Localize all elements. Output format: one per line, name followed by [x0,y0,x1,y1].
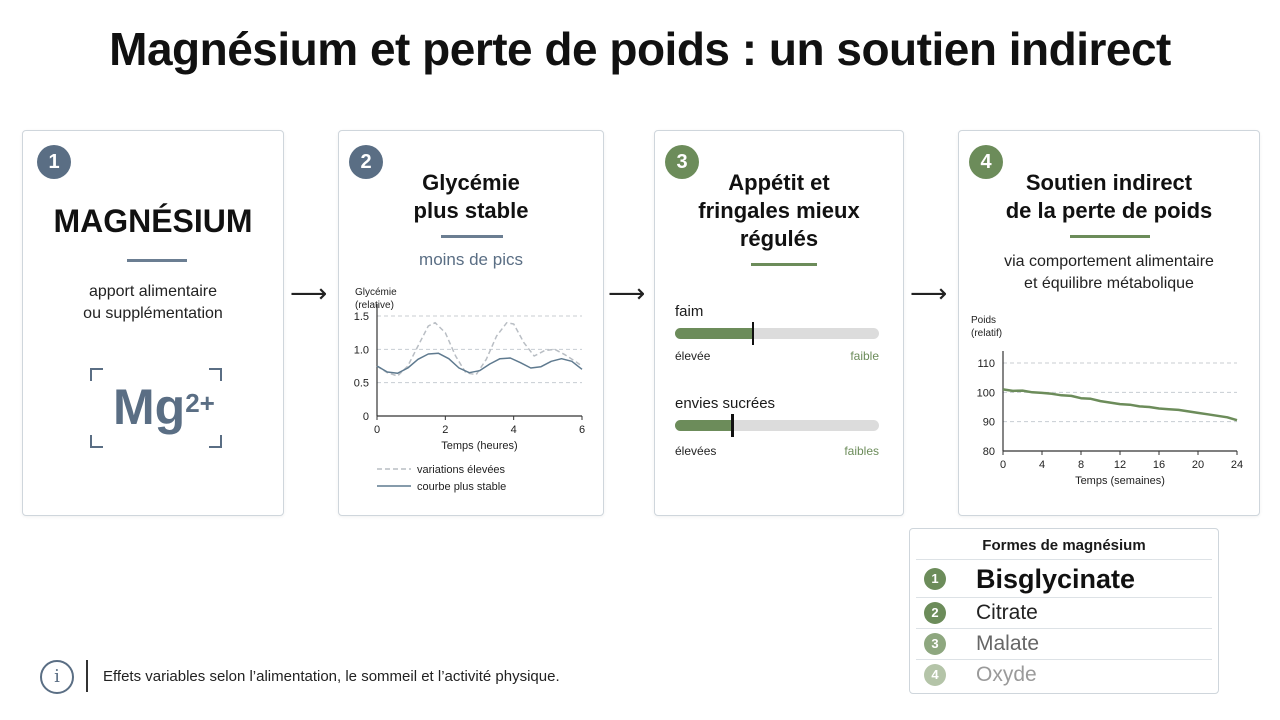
step-number-badge: 1 [37,145,71,179]
step-title-line: de la perte de poids [1005,198,1213,223]
form-item [916,559,1212,598]
sugar-cravings-low-label: élevées [675,444,717,458]
step-subtitle: moins de pics [419,250,523,269]
glycemia-chart [339,281,601,513]
y-axis-label: (relative) [355,300,394,311]
info-icon: i [40,660,74,694]
title-divider [127,259,187,262]
form-name: Malate [976,632,1040,655]
x-tick-label: 0 [999,459,1007,471]
mg-symbol [113,377,215,437]
form-number-badge: 3 [924,633,946,655]
step-card-glycemia [338,130,604,516]
flow-arrow: ⟶ [608,278,646,308]
form-number-badge: 4 [924,664,946,686]
y-axis-label: (relatif) [971,328,1003,339]
form-number-badge: 1 [924,568,946,590]
sugar-cravings-label: envies sucrées [675,395,776,412]
y-tick-label: 110 [977,358,995,370]
hunger-label: faim [675,303,704,320]
step-title-line: plus stable [413,198,529,223]
step-title-line: fringales mieux [698,198,860,223]
hunger-low-label: élevée [675,349,711,363]
step-title-line: Appétit et [728,170,830,195]
step-title-line: Glycémie [422,170,520,195]
page-title: Magnésium et perte de poids : un soutien indirect [109,23,1171,75]
magnesium-forms-panel [909,528,1219,694]
y-tick-label: 0.5 [353,377,369,390]
step-number-badge: 4 [969,145,1003,179]
form-item [916,628,1212,660]
form-name: Citrate [976,601,1038,624]
y-axis-label: Poids [971,315,997,326]
step-card-magnesium [22,130,284,516]
step-number-badge: 2 [349,145,383,179]
forms-title: Formes de magnésium [982,537,1146,554]
step-title-line: Soutien indirect [1025,170,1193,195]
flow-arrow: ⟶ [910,278,948,308]
y-tick-label: 0 [362,411,369,423]
x-tick-label: 16 [1152,459,1166,471]
x-tick-label: 4 [1038,459,1046,471]
y-tick-label: 1.0 [353,344,369,357]
y-tick-label: 100 [976,387,995,400]
x-tick-label: 6 [578,424,586,436]
footer-note: Effets variables selon l’alimentation, le sommeil et l’activité physique. [103,668,560,685]
y-tick-label: 90 [982,416,995,429]
x-tick-label: 4 [510,424,517,436]
mg-charge: 2+ [185,388,215,418]
weight-chart [959,309,1257,503]
step-subtitle-line: et équilibre métabolique [1024,275,1194,292]
form-number-badge: 2 [924,602,946,624]
step-number-badge: 3 [665,145,699,179]
title-divider [441,235,503,238]
y-tick-label: 80 [982,446,995,458]
x-tick-label: 12 [1113,459,1127,471]
x-axis-label: Temps (heures) [441,440,518,452]
hunger-high-label: faible [850,349,879,363]
series-line [377,353,582,373]
footer-divider [86,660,88,692]
step-title-line: régulés [739,226,819,251]
sugar-cravings-bar-marker [731,414,734,437]
title-divider [1070,235,1150,238]
sugar-cravings-bar-fill [675,420,732,431]
legend-label: variations élevées [417,464,506,476]
step-subtitle-line: ou supplémentation [83,305,223,322]
y-tick-label: 1.5 [353,311,369,323]
step-card-weight [958,130,1260,516]
legend-label: courbe plus stable [417,481,507,493]
hunger-bar-fill [675,328,753,339]
x-tick-label: 2 [442,424,449,436]
sugar-cravings-bar [675,420,879,431]
series-line [1003,389,1237,420]
flow-arrow: ⟶ [290,278,328,308]
x-tick-label: 8 [1077,459,1085,471]
x-tick-label: 20 [1191,459,1205,471]
x-tick-label: 24 [1230,459,1244,471]
form-item [916,659,1212,691]
sugar-cravings-high-label: faibles [844,444,879,458]
x-tick-label: 0 [373,424,381,436]
form-name: Bisglycinate [976,564,1136,594]
title-divider [751,263,817,266]
mg-symbol-text: Mg [113,379,186,435]
x-axis-label: Temps (semaines) [1075,475,1165,487]
step-title: MAGNÉSIUM [53,203,253,239]
form-item [916,597,1212,629]
step-card-appetite [654,130,904,516]
hunger-bar-marker [752,322,755,345]
step-subtitle-line: via comportement alimentaire [1004,253,1214,270]
step-subtitle-line: apport alimentaire [88,283,218,300]
y-axis-label: Glycémie [355,287,397,298]
form-name: Oxyde [976,663,1037,686]
hunger-bar [675,328,879,339]
